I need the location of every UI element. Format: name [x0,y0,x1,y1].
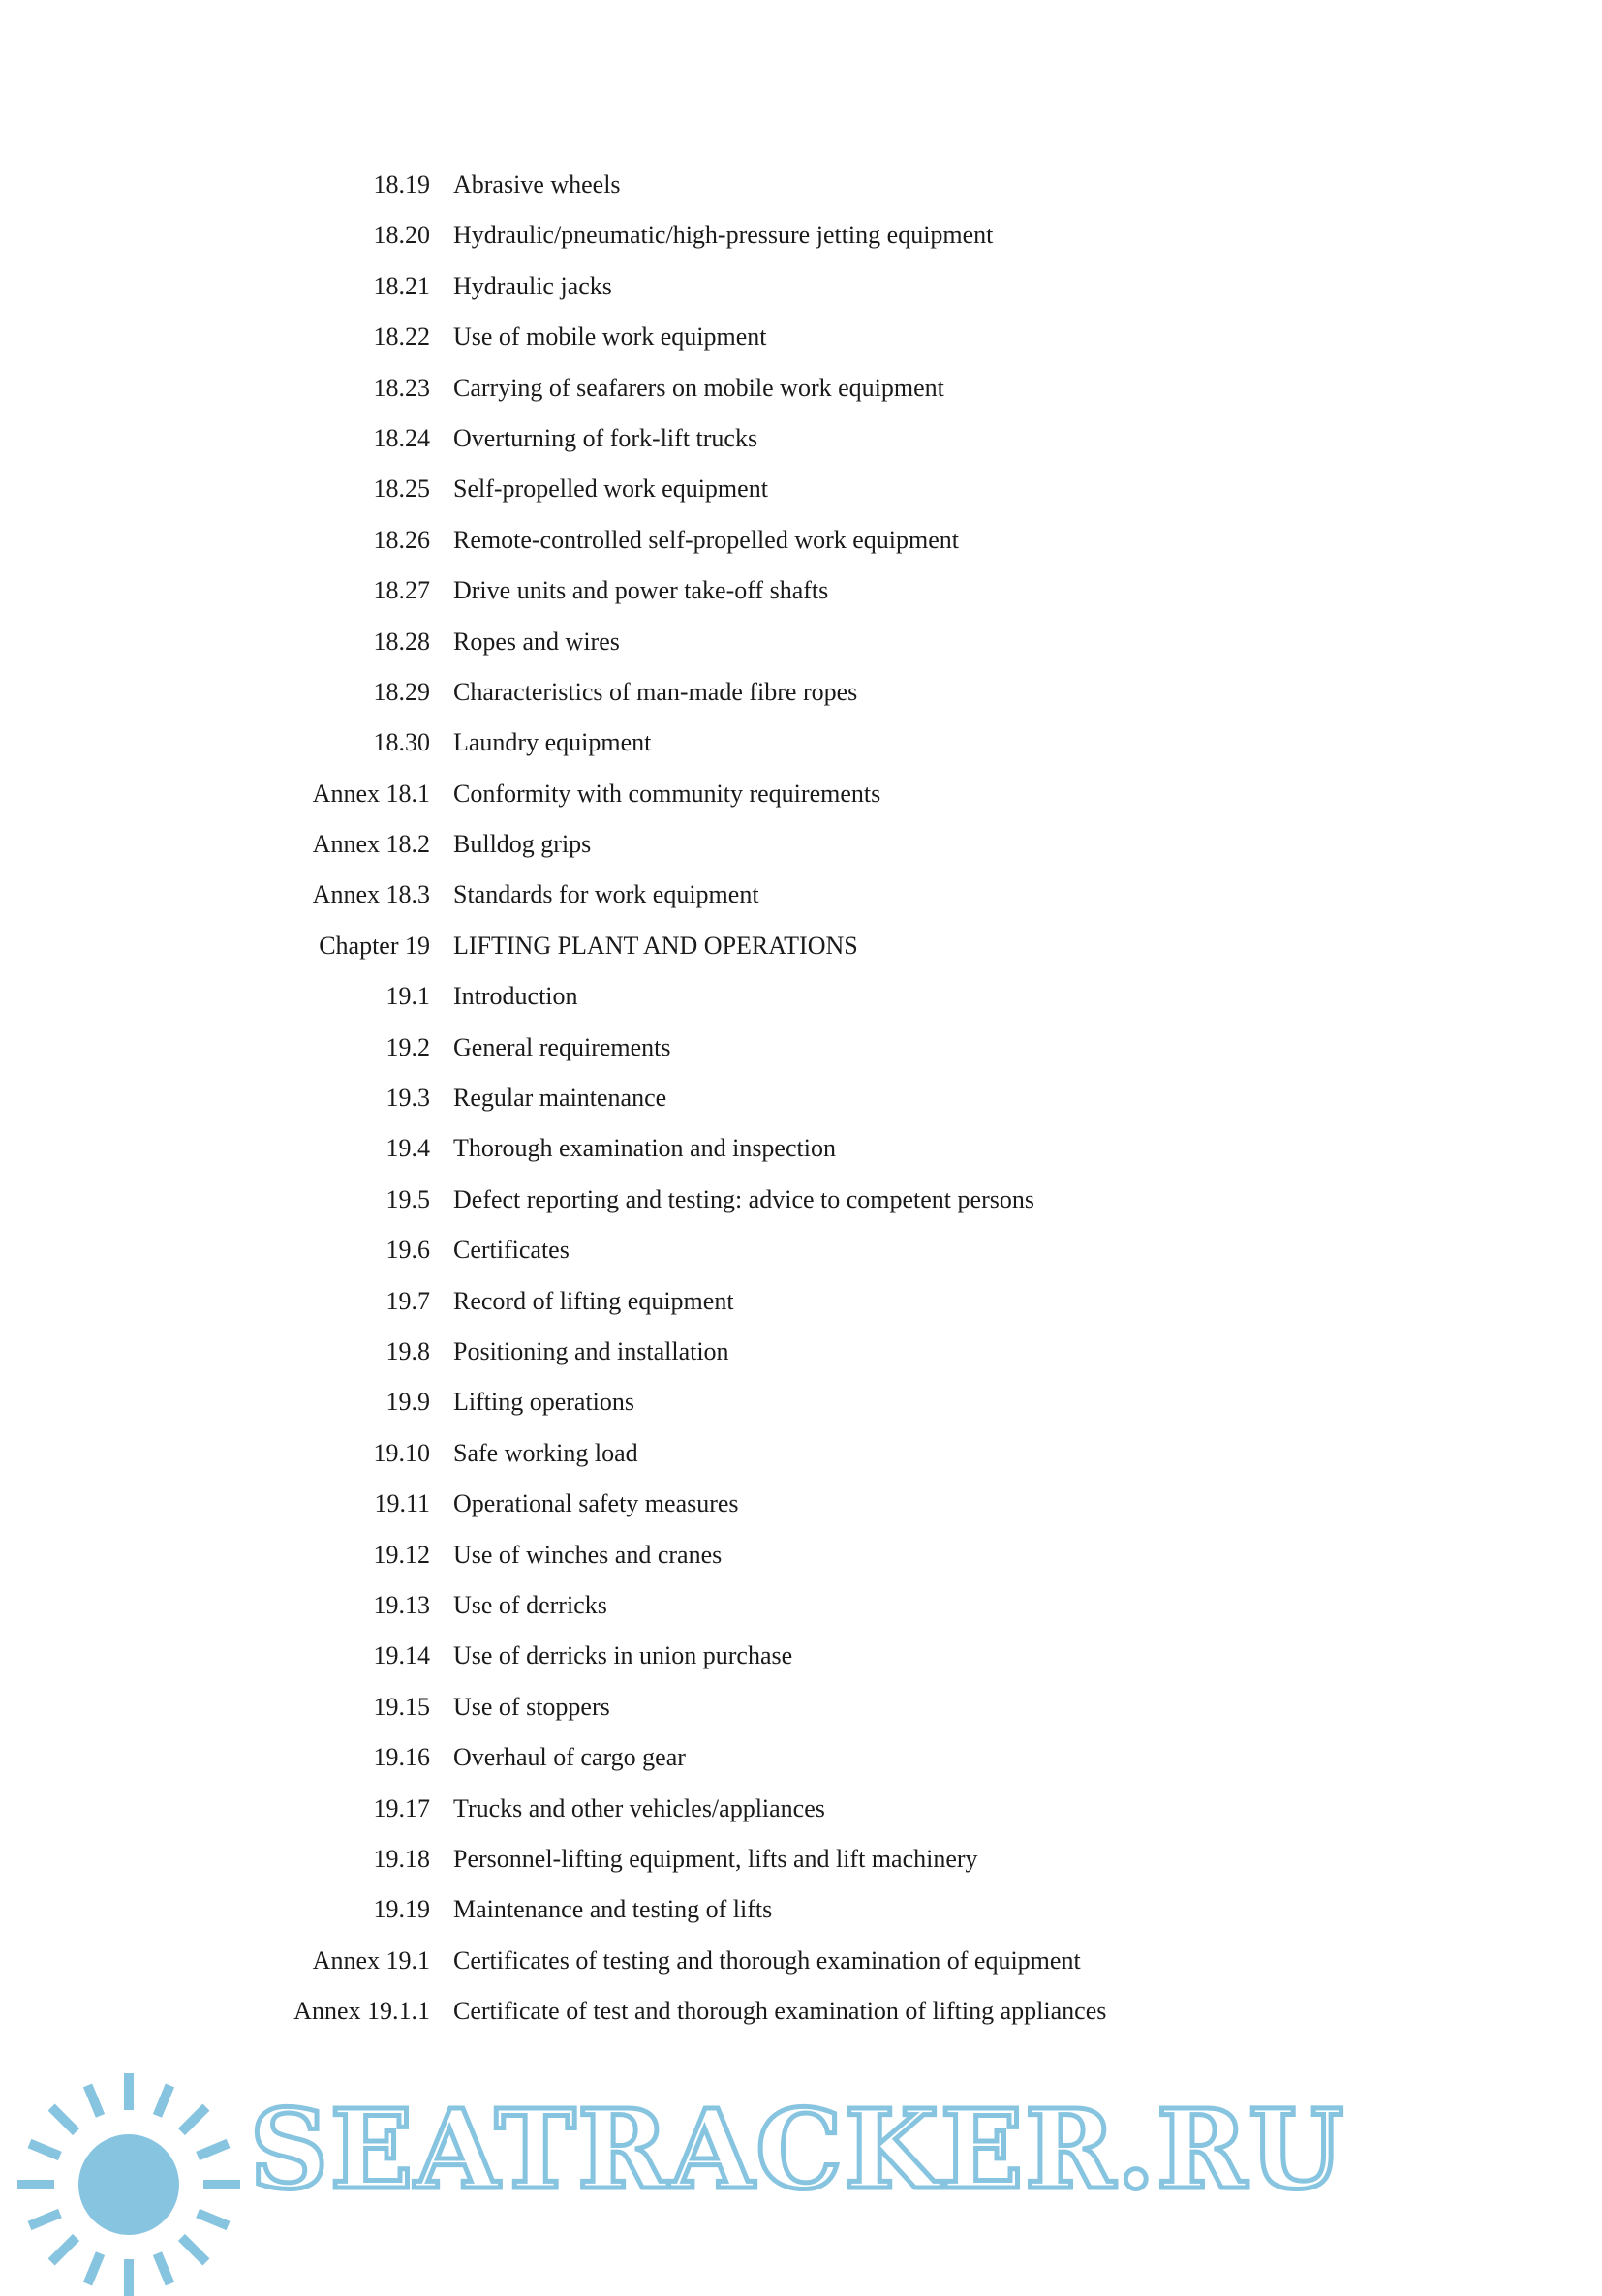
toc-entry[interactable] [0,1793,1602,1847]
toc-entry[interactable] [0,172,1602,223]
toc-entry[interactable] [0,1897,1602,1947]
toc-entry-number: 19.13 [373,1590,430,1619]
toc-entry-number: 18.22 [373,322,430,352]
toc-entry-label: Trucks and other vehicles/appliances [453,1793,825,1822]
toc-entry-label: Positioning and installation [453,1336,729,1365]
toc-entry-number: Annex 19.1 [312,1945,430,1975]
toc-entry-number: Annex 18.2 [312,830,430,859]
toc-entry-number: 18.28 [373,627,430,656]
toc-entry[interactable] [0,423,1602,476]
toc-entry-number: 19.2 [385,1032,430,1061]
toc-entry-label: Remote-controlled self-propelled work equipment [453,525,960,554]
toc-entry[interactable] [0,931,1602,984]
toc-entry-number: 19.3 [385,1084,430,1113]
toc-entry[interactable] [0,781,1602,832]
toc-entry-label: Abrasive wheels [453,170,621,199]
toc-entry[interactable] [0,1238,1602,1288]
toc-entry[interactable] [0,1286,1602,1339]
toc-entry-label: Use of winches and cranes [453,1540,723,1569]
toc-entry-label: Use of derricks [453,1590,607,1619]
toc-entry-number: 18.23 [373,373,430,402]
toc-entry-label: Laundry equipment [453,728,652,757]
toc-entry-number: Chapter 19 [319,931,430,960]
toc-entry-number: 19.18 [373,1844,430,1873]
sun-logo-icon [17,2073,240,2296]
toc-entry[interactable] [0,1643,1602,1694]
watermark [0,2023,1602,2265]
toc-entry[interactable] [0,1945,1602,1999]
toc-entry[interactable] [0,1032,1602,1086]
toc-entry-label: LIFTING PLANT AND OPERATIONS [453,931,858,960]
toc-entry-number: 18.26 [373,525,430,554]
toc-entry[interactable] [0,730,1602,781]
toc-entry[interactable] [0,525,1602,578]
toc-entry-label: General requirements [453,1032,671,1061]
toc-entry-label: Personnel-lifting equipment, lifts and lift machinery [453,1844,978,1873]
toc-entry[interactable] [0,1692,1602,1745]
toc-entry-number: 18.24 [373,423,430,452]
toc-entry-number: 18.29 [373,677,430,706]
toc-entry-label: Drive units and power take-off shafts [453,576,829,605]
toc-entry[interactable] [0,1491,1602,1542]
toc-entry-number: 18.27 [373,576,430,605]
toc-entry[interactable] [0,373,1602,426]
toc-entry-number: 18.19 [373,170,430,199]
toc-entry-label: Record of lifting equipment [453,1286,734,1315]
toc-entry-label: Regular maintenance [453,1084,667,1113]
toc-entry[interactable] [0,1844,1602,1897]
toc-entry[interactable] [0,223,1602,273]
toc-entry[interactable] [0,1540,1602,1593]
toc-entry-number: Annex 18.1 [312,779,430,808]
toc-entry-number: 19.15 [373,1692,430,1721]
toc-entry[interactable] [0,476,1602,527]
toc-entry[interactable] [0,1336,1602,1390]
toc-entry-label: Thorough examination and inspection [453,1134,836,1163]
toc-entry-label: Operational safety measures [453,1489,739,1518]
toc-entry-label: Certificates of testing and thorough examination of equipment [453,1945,1081,1975]
toc-entry-label: Overhaul of cargo gear [453,1743,686,1772]
toc-entry-number: 18.30 [373,728,430,757]
toc-entry-label: Ropes and wires [453,627,620,656]
toc-entry[interactable] [0,578,1602,628]
toc-entry-label: Use of mobile work equipment [453,322,767,352]
toc-entry-label: Safe working load [453,1438,638,1467]
toc-entry-number: 19.17 [373,1793,430,1822]
toc-entry-number: 18.21 [373,271,430,300]
toc-entry-label: Conformity with community requirements [453,779,881,808]
toc-entry-number: 19.14 [373,1641,430,1670]
toc-entry-number: 18.20 [373,221,430,250]
toc-entry-number: Annex 18.3 [312,880,430,909]
toc-entry[interactable] [0,832,1602,882]
toc-entry-number: 19.1 [385,982,430,1011]
toc-entry[interactable] [0,677,1602,730]
toc-entry[interactable] [0,1438,1602,1491]
toc-entry-number: Annex 19.1.1 [293,1997,430,2026]
toc-entry-number: 19.12 [373,1540,430,1569]
toc-entry[interactable] [0,882,1602,933]
toc-entry-label: Introduction [453,982,578,1011]
toc-entry[interactable] [0,1745,1602,1795]
toc-entry[interactable] [0,1184,1602,1238]
toc-entry-number: 19.7 [385,1286,430,1315]
toc-entry-label: Self-propelled work equipment [453,475,768,504]
toc-entry-label: Hydraulic jacks [453,271,612,300]
toc-entry-label: Hydraulic/pneumatic/high-pressure jetting equipment [453,221,994,250]
toc-entry[interactable] [0,1999,1602,2049]
toc-entry-label: Lifting operations [453,1388,635,1417]
toc-entry-number: 19.11 [374,1489,430,1518]
toc-entry-label: Maintenance and testing of lifts [453,1895,773,1924]
toc-entry-label: Use of derricks in union purchase [453,1641,793,1670]
toc-entry-number: 19.6 [385,1236,430,1265]
toc-entry[interactable] [0,1390,1602,1440]
toc-entry-label: Defect reporting and testing: advice to competent persons [453,1184,1034,1213]
toc-entry-number: 19.5 [385,1184,430,1213]
toc-entry-label: Characteristics of man-made fibre ropes [453,677,858,706]
toc-entry-number: 19.4 [385,1134,430,1163]
table-of-contents [0,172,1602,2049]
toc-entry-number: 19.19 [373,1895,430,1924]
toc-entry[interactable] [0,324,1602,375]
toc-entry[interactable] [0,1590,1602,1643]
toc-entry-number: 19.8 [385,1336,430,1365]
toc-entry-number: 19.9 [385,1388,430,1417]
toc-entry-label: Carrying of seafarers on mobile work equipment [453,373,944,402]
toc-entry-label: Bulldog grips [453,830,592,859]
toc-entry[interactable] [0,1136,1602,1186]
toc-entry-number: 19.16 [373,1743,430,1772]
toc-entry-number: 18.25 [373,475,430,504]
watermark-text: SEATRACKER.RU [250,2087,1346,2214]
toc-entry[interactable] [0,271,1602,324]
toc-entry-label: Standards for work equipment [453,880,759,909]
toc-entry-label: Use of stoppers [453,1692,610,1721]
toc-entry[interactable] [0,629,1602,680]
toc-entry-number: 19.10 [373,1438,430,1467]
toc-entry-label: Overturning of fork-lift trucks [453,423,758,452]
toc-entry[interactable] [0,984,1602,1034]
toc-entry[interactable] [0,1086,1602,1136]
toc-entry-label: Certificates [453,1236,570,1265]
toc-entry-label: Certificate of test and thorough examination of lifting appliances [453,1997,1107,2026]
